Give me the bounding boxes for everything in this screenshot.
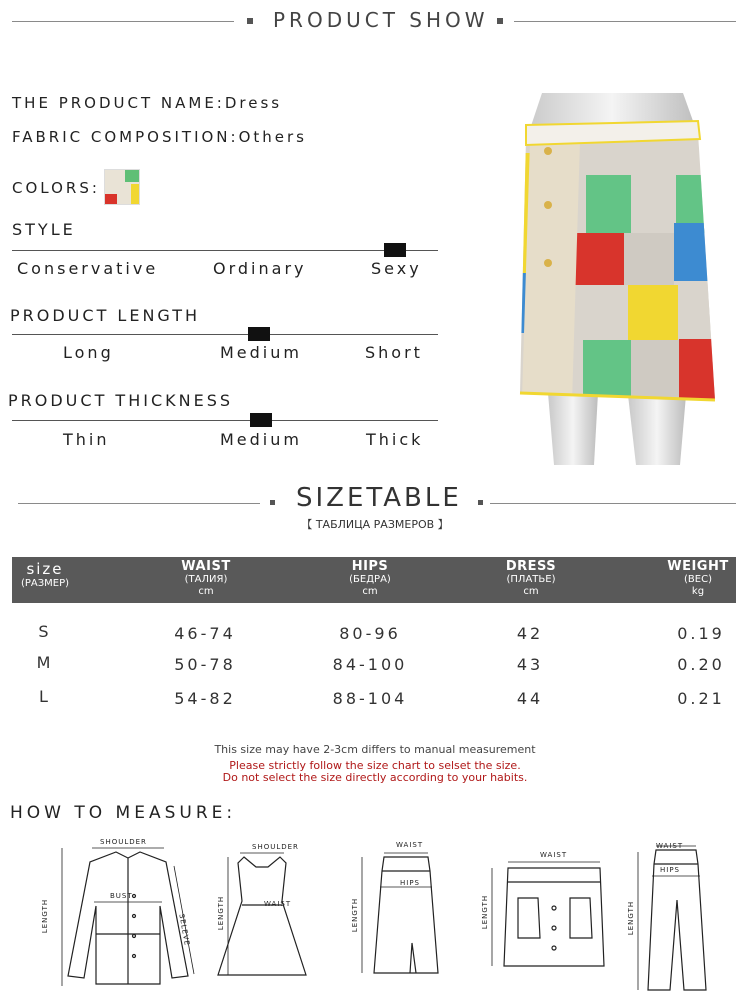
table-cell-weight: 0.19 [677,624,725,643]
dress-diagram [212,843,312,983]
fabric-value: Others [238,128,307,146]
header-line-right [514,21,736,22]
column-size: size (РАЗМЕР) [20,560,70,589]
table-cell-size: S [38,622,52,641]
skirt-hips-label: HIPS [400,879,420,887]
sizetable-title: SIZETABLE [296,483,462,513]
fabric-row [12,128,307,146]
note-habits: Do not select the size directly according to your habits. [222,771,528,784]
page-title: PRODUCT SHOW [273,8,489,32]
dress-length-label: LENGTH [217,895,226,931]
style-option-sexy: Sexy [371,259,422,278]
colors-label: COLORS: [12,179,100,197]
sizetable-square-left [270,500,275,505]
swatch-patch-green [125,170,139,182]
product-photo [508,93,738,465]
fabric-label: FABRIC COMPOSITION: [12,128,239,146]
table-cell-dress: 43 [516,655,544,674]
skirt-length-label: LENGTH [351,897,360,933]
table-cell-hips: 80-96 [339,624,401,643]
table-cell-size: L [39,687,51,706]
pants-waist-label: WAIST [656,842,684,850]
shorts-waist-label: WAIST [540,851,568,859]
style-option-ordinary: Ordinary [213,259,307,278]
table-cell-waist: 46-74 [174,624,236,643]
table-cell-dress: 42 [516,624,544,643]
table-cell-size: M [36,653,54,672]
header-square-right [497,18,503,24]
dress-waist-label: WAIST [264,900,292,908]
size-table-header [12,557,736,603]
length-marker [248,327,270,341]
table-cell-waist: 54-82 [174,689,236,708]
dress-icon [212,843,312,983]
column-hips: HIPS (БЕДРА) cm [349,559,391,597]
sizetable-square-right [478,500,483,505]
thickness-title: PRODUCT THICKNESS [8,391,233,410]
thickness-option-medium: Medium [220,430,302,449]
thickness-scale [12,420,438,421]
thickness-option-thin: Thin [63,430,110,449]
dress-shoulder-label: SHOULDER [252,843,299,851]
pants-length-label: LENGTH [627,900,636,936]
header-line-left [12,21,234,22]
jacket-bust-label: BUST [110,892,133,900]
pants-icon [622,840,732,994]
how-to-measure-title: HOW TO MEASURE: [10,803,237,823]
color-swatch[interactable] [104,169,140,205]
style-title: STYLE [12,220,76,239]
pants-hips-label: HIPS [660,866,680,874]
shorts-length-label: LENGTH [481,894,490,930]
sizetable-line-right [490,503,736,504]
style-marker [384,243,406,257]
product-name-label: THE PRODUCT NAME: [12,94,225,112]
jacket-diagram [41,836,208,992]
swatch-patch-red [105,194,117,204]
jacket-sleeve-label: SELEVE [177,913,191,947]
shorts-icon [478,848,618,978]
skirt-diagram [340,841,450,985]
table-cell-hips: 84-100 [332,655,408,674]
length-option-medium: Medium [220,343,302,362]
jacket-shoulder-label: SHOULDER [100,838,147,846]
product-name-row [12,94,282,112]
style-option-conservative: Conservative [17,259,159,278]
header-square-left [247,18,253,24]
swatch-patch-yellow [131,184,139,204]
column-weight: WEIGHT (ВЕС) kg [667,559,729,597]
table-cell-weight: 0.21 [677,689,725,708]
note-measurement: This size may have 2-3cm differs to manual measurement [214,743,536,756]
pants-diagram [622,840,732,994]
column-dress: DRESS (ПЛАТЬЕ) cm [505,559,557,597]
table-cell-waist: 50-78 [174,655,236,674]
thickness-marker [250,413,272,427]
table-cell-dress: 44 [516,689,544,708]
thickness-option-thick: Thick [366,430,424,449]
product-name-value: Dress [224,94,283,112]
sizetable-subtitle: 【 ТАБЛИЦА РАЗМЕРОВ 】 [301,518,449,531]
length-option-short: Short [365,343,423,362]
length-scale [12,334,438,335]
column-waist: WAIST (ТАЛИЯ) cm [181,559,231,597]
shorts-diagram [478,848,618,978]
skirt-illustration [508,93,738,465]
style-scale [12,250,438,251]
jacket-length-label: LENGTH [41,898,50,934]
length-title: PRODUCT LENGTH [10,306,201,325]
table-cell-hips: 88-104 [332,689,408,708]
length-option-long: Long [63,343,114,362]
sizetable-line-left [18,503,260,504]
skirt-waist-label: WAIST [396,841,424,849]
table-cell-weight: 0.20 [677,655,725,674]
note-follow-chart: Please strictly follow the size chart to selset the size. [229,759,521,772]
